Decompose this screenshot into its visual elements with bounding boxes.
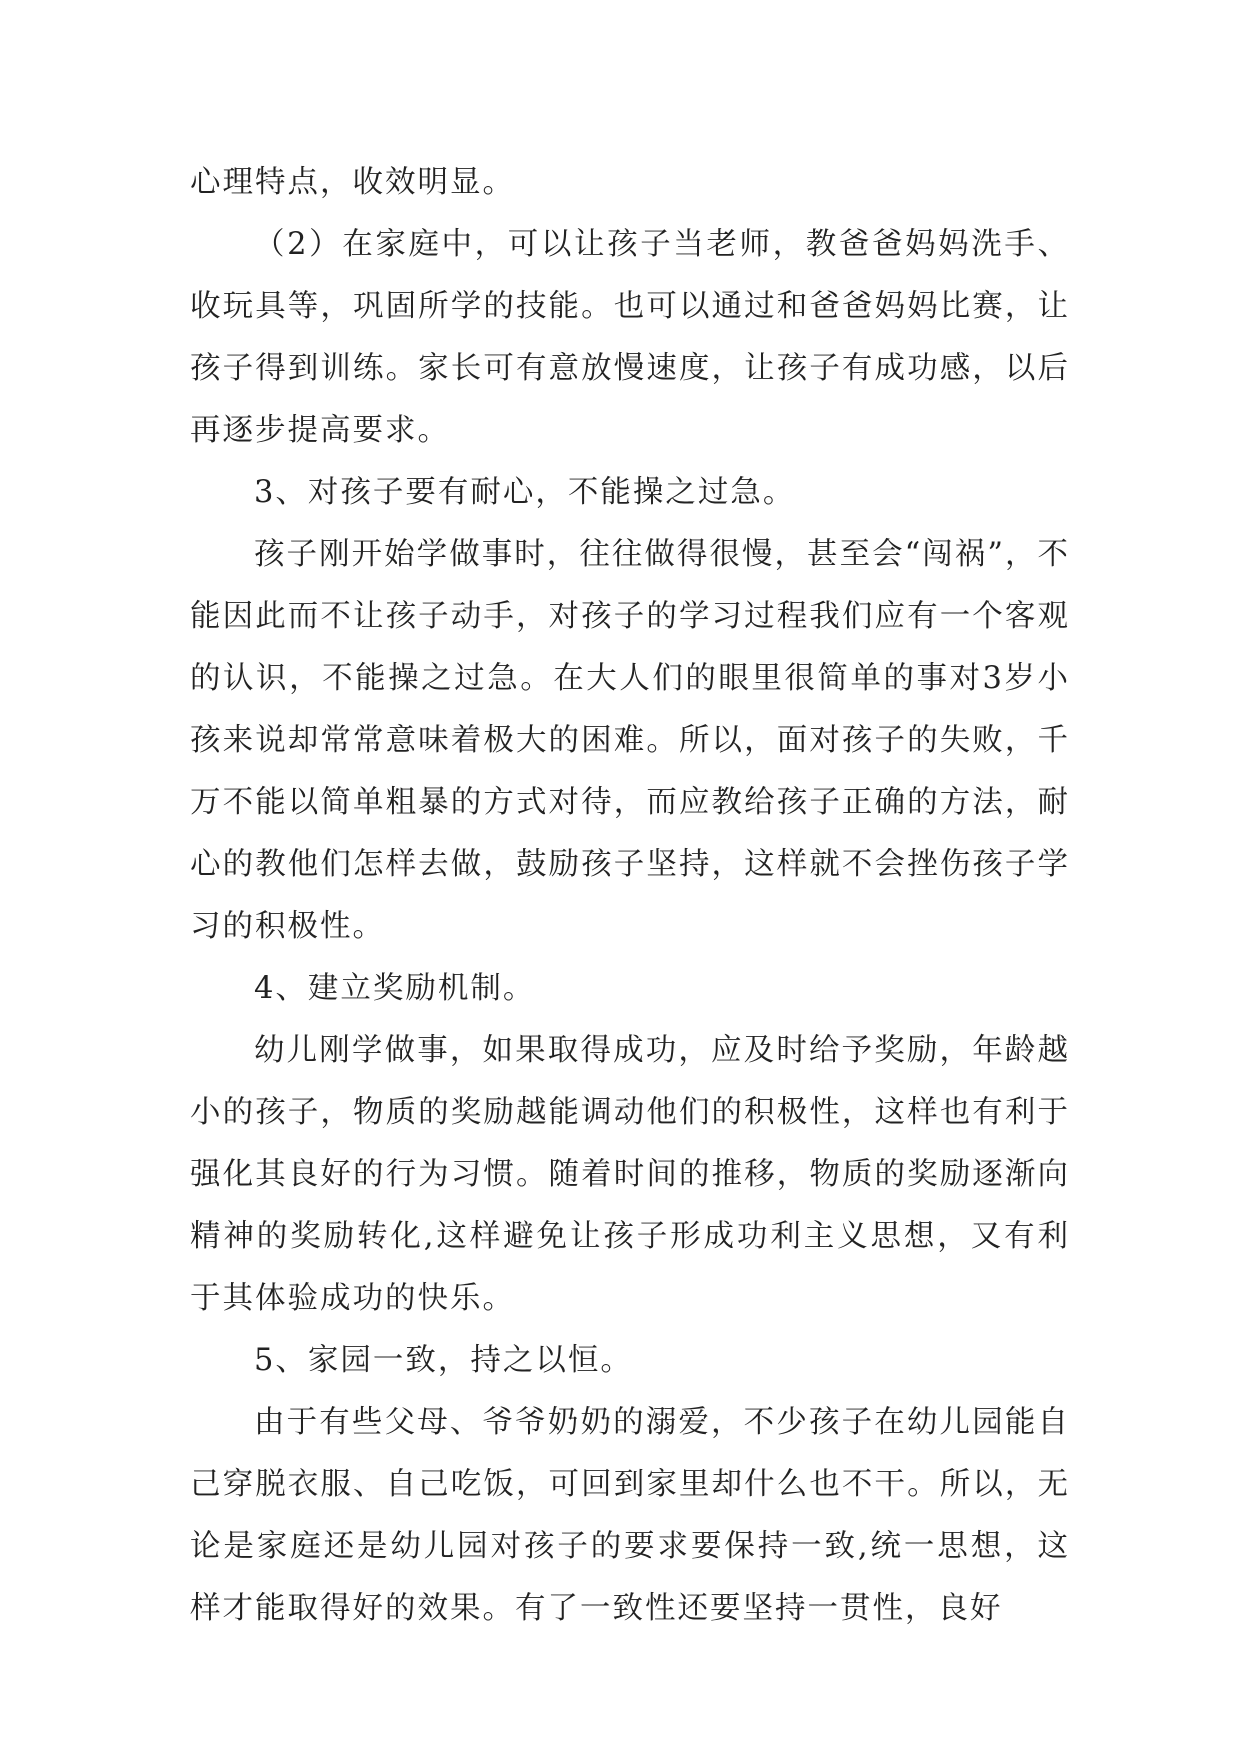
body-text: [190, 152, 1070, 1640]
paragraph-2: （2）在家庭中，可以让孩子当老师，教爸爸妈妈洗手、收玩具等，巩固所学的技能。也可以通过和爸爸妈妈比赛，让孩子得到训练。家长可有意放慢速度，让孩子有成功感，以后再逐步提高要求。: [190, 227, 1070, 448]
heading-5: 5、家园一致，持之以恒。: [254, 1343, 633, 1378]
heading-4: 4、建立奖励机制。: [254, 971, 536, 1006]
paragraph-8: 由于有些父母、爷爷奶奶的溺爱，不少孩子在幼儿园能自己穿脱衣服、自己吃饭，可回到家里却什么也不干。所以，无论是家庭还是幼儿园对孩子的要求要保持一致,统一思想，这样才能取得好的效果。有了一致性还要坚持一贯性，良好: [190, 1405, 1070, 1626]
paragraph-4: 孩子刚开始学做事时，往往做得很慢，甚至会“闯祸”，不能因此而不让孩子动手，对孩子的学习过程我们应有一个客观的认识，不能操之过急。在大人们的眼里很简单的事对3岁小孩来说却常常意味着极大的困难。所以，面对孩子的失败，千万不能以简单粗暴的方式对待，而应教给孩子正确的方法，耐心的教他们怎样去做，鼓励孩子坚持，这样就不会挫伤孩子学习的积极性。: [190, 537, 1070, 944]
paragraph-6: 幼儿刚学做事，如果取得成功，应及时给予奖励，年龄越小的孩子，物质的奖励越能调动他们的积极性，这样也有利于强化其良好的行为习惯。随着时间的推移，物质的奖励逐渐向精神的奖励转化,这样避免让孩子形成功利主义思想，又有利于其体验成功的快乐。: [190, 1033, 1070, 1316]
paragraph-1: 心理特点，收效明显。: [190, 165, 515, 200]
heading-3: 3、对孩子要有耐心，不能操之过急。: [254, 475, 796, 510]
